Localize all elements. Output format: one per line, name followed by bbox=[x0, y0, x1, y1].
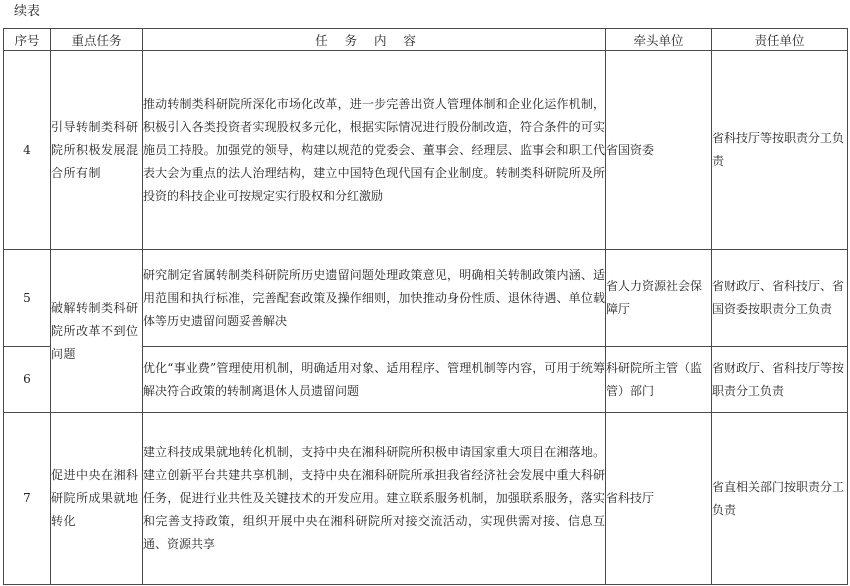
row-lead: 省国资委 bbox=[606, 51, 712, 250]
table-caption: 续表 bbox=[14, 4, 41, 19]
row-task: 促进中央在湘科研院所成果就地转化 bbox=[51, 413, 143, 585]
header-row bbox=[4, 29, 848, 51]
row-task: 破解转制类科研院所改革不到位问题 bbox=[51, 250, 143, 413]
table-row bbox=[4, 51, 848, 250]
row-content: 研究制定省属转制类科研院所历史遗留问题处理政策意见，明确相关转制政策内涵、适用范围和执行标准，完善配套政策及操作细则，加快推动身份性质、退休待遇、单位载体等历史遗留问题妥善解决 bbox=[143, 250, 606, 347]
header-lead: 牵头单位 bbox=[606, 29, 712, 51]
table-row bbox=[4, 250, 848, 347]
row-responsible: 省科技厅等按职责分工负责 bbox=[712, 51, 848, 250]
row-content: 推动转制类科研院所深化市场化改革，进一步完善出资人管理体制和企业化运作机制，积极引入各类投资者实现股权多元化，根据实际情况进行股份制改造，符合条件的可实施员工持股。加强党的领导，构建以规范的党委会、董事会、经理层、监事会和职工代表大会为重点的法人治理结构，建立中国特色现代国有企业制度。转制类科研院所及所投资的科技企业可按规定实行股权和分红激励 bbox=[143, 51, 606, 250]
row-content: 优化“事业费”管理使用机制，明确适用对象、适用程序、管理机制等内容，可用于统筹解决符合政策的转制离退休人员遗留问题 bbox=[143, 347, 606, 413]
row-seq: 7 bbox=[4, 413, 51, 585]
header-task: 重点任务 bbox=[51, 29, 143, 51]
row-content: 建立科技成果就地转化机制，支持中央在湘科研院所积极申请国家重大项目在湘落地。建立创新平台共建共享机制，支持中央在湘科研院所承担我省经济社会发展中重大科研任务，促进行业共性及关键技术的开发应用。建立联系服务机制，加强联系服务，落实和完善支持政策，组织开展中央在湘科研院所对接交流活动，实现供需对接、信息互通、资源共享 bbox=[143, 413, 606, 585]
row-responsible: 省财政厅、省科技厅等按职责分工负责 bbox=[712, 347, 848, 413]
header-content: 任务内容 bbox=[143, 29, 606, 51]
row-lead: 省科技厅 bbox=[606, 413, 712, 585]
row-responsible: 省直相关部门按职责分工负责 bbox=[712, 413, 848, 585]
row-seq: 4 bbox=[4, 51, 51, 250]
row-task: 引导转制类科研院所积极发展混合所有制 bbox=[51, 51, 143, 250]
header-responsible: 责任单位 bbox=[712, 29, 848, 51]
row-lead: 科研院所主管（监管）部门 bbox=[606, 347, 712, 413]
row-lead: 省人力资源社会保障厅 bbox=[606, 250, 712, 347]
task-table bbox=[3, 28, 848, 585]
row-seq: 5 bbox=[4, 250, 51, 347]
row-responsible: 省财政厅、省科技厅、省国资委按职责分工负责 bbox=[712, 250, 848, 347]
row-seq: 6 bbox=[4, 347, 51, 413]
table-row bbox=[4, 413, 848, 585]
header-seq: 序号 bbox=[4, 29, 51, 51]
